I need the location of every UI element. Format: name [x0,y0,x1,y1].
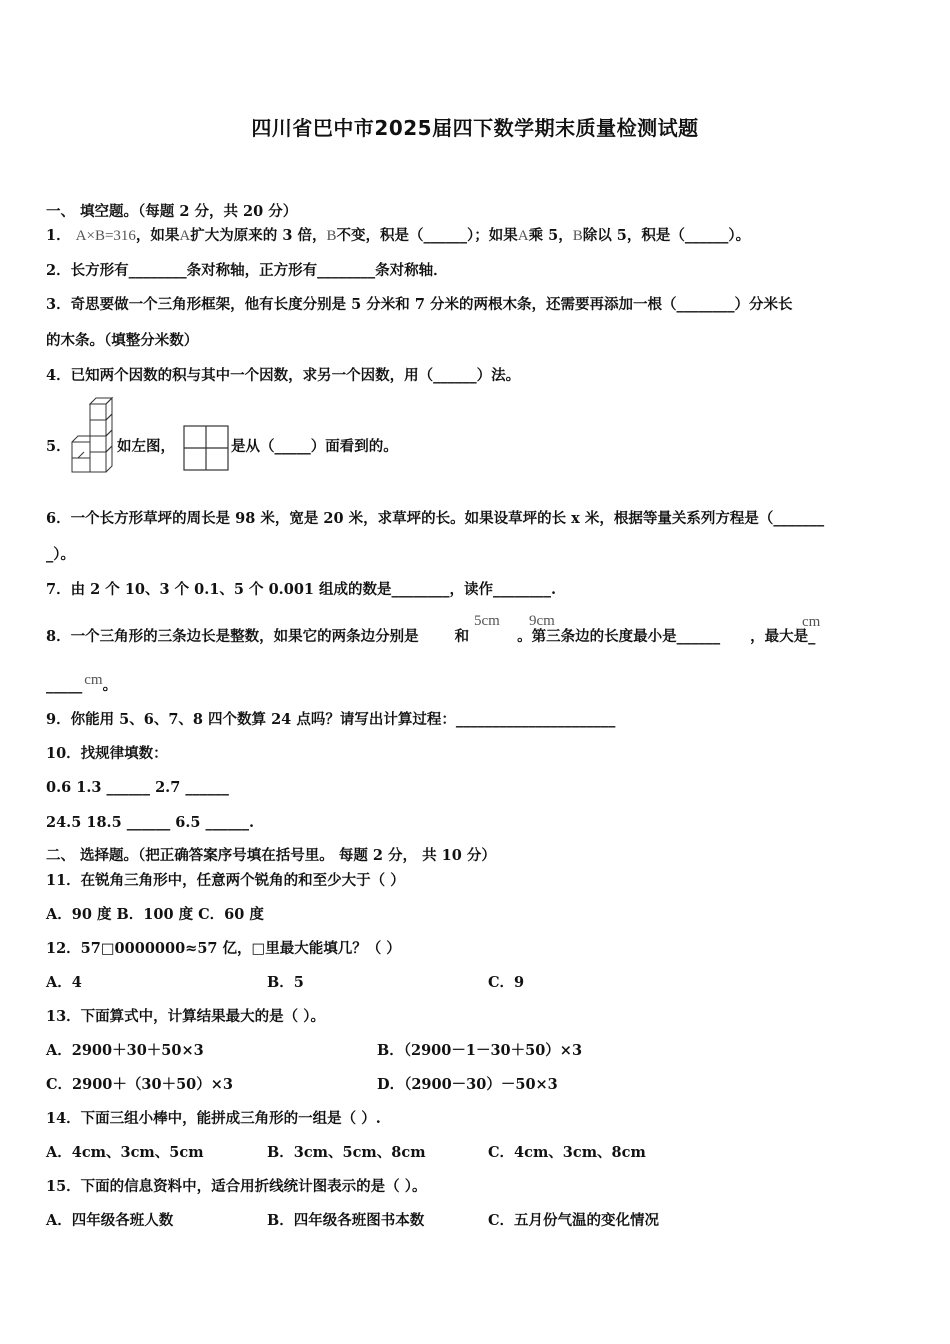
question-2: 2．长方形有________条对称轴，正方形有________条对称轴． [46,262,448,279]
q8-blank: _____ [46,677,83,694]
question-6-line-1: 6．一个长方形草坪的周长是 98 米，宽是 20 米，求草坪的长。如果设草坪的长 x 米，根据等量关系列方程是（_______ [46,510,825,527]
q8-text: 8．一个三角形的三条边长是整数，如果它的两条边分别是 [46,628,419,645]
question-15: 15．下面的信息资料中，适合用折线统计图表示的是（ ）。 [46,1178,427,1195]
question-11-options: A．90 度 B．100 度 C．60 度 [46,906,264,923]
q1-text: ，如果 [135,227,180,244]
question-10-sequence-2: 24.5 18.5 ______ 6.5 ______. [46,814,255,831]
question-7: 7．由 2 个 10、3 个 0.1、5 个 0.001 组成的数是________，读作________. [46,581,557,598]
q15-option-a: A．四年级各班人数 [46,1212,174,1229]
q1-text: 除以 5，积是（______）。 [582,227,751,244]
question-3-line-1: 3．奇思要做一个三角形框架，他有长度分别是 5 分米和 7 分米的两根木条，还需要再添加一根（________）分米长 [46,296,793,313]
q15-option-b: B．四年级各班图书本数 [267,1212,425,1229]
q15-option-c: C．五月份气温的变化情况 [488,1212,660,1229]
q5-number: 5． [46,438,71,455]
stacked-cubes-figure [68,396,116,474]
q1-text: 乘 5， [528,227,573,244]
q1-number: 1． [46,227,71,244]
front-view-grid-figure [183,425,229,471]
q14-option-a: A．4cm、3cm、5cm [46,1144,204,1161]
q8-unit-5cm: 5cm [474,613,500,629]
q8-text: 。第三条边的长度最小是______ [517,628,721,645]
question-14: 14．下面三组小棒中，能拼成三角形的一组是（ ）. [46,1110,381,1127]
q12-option-a: A．4 [46,974,82,991]
question-3-line-2: 的木条。（填整分米数） [46,332,199,349]
q13-option-d: D．（2900－30）－50×3 [377,1076,558,1093]
q8-text: ，最大是_ [750,628,816,645]
q8-unit-9cm: 9cm [529,613,555,629]
question-4: 4．已知两个因数的积与其中一个因数，求另一个因数，用（______）法。 [46,367,521,384]
question-10: 10．找规律填数： [46,745,168,762]
q14-option-b: B．3cm、5cm、8cm [267,1144,426,1161]
question-1 [46,226,910,246]
page-title: 四川省巴中市2025届四下数学期末质量检测试题 [251,116,699,140]
q1-var-a: A [517,228,529,244]
q12-option-c: C．9 [488,974,525,991]
q1-text: 不变，积是（______）；如果 [336,227,518,244]
question-12: 12．57□0000000≈57 亿，□里最大能填几？（ ） [46,940,401,957]
q13-option-c: C．2900＋（30＋50）×3 [46,1076,233,1093]
q1-var-b: B [326,228,337,244]
question-5-text-2: 是从（_____）面看到的。 [231,438,398,455]
q1-text: 扩大为原来的 3 倍， [190,227,327,244]
question-6-line-2: _）。 [46,546,75,563]
question-11: 11．在锐角三角形中，任意两个锐角的和至少大于（ ） [46,872,405,889]
question-10-sequence-1: 0.6 1.3 ______ 2.7 ______ [46,779,229,796]
q8-text: 和 [454,628,470,645]
q14-option-c: C．4cm、3cm、8cm [488,1144,646,1161]
question-8 [46,627,910,647]
section-heading-choice: 二、 选择题。（把正确答案序号填在括号里。 每题 2 分， 共 10 分） [46,847,496,864]
q1-var-b: B [572,228,583,244]
section-heading-fill-in: 一、 填空题。（每题 2 分，共 20 分） [46,203,298,220]
q1-var-a: A [179,228,191,244]
q8-text: 。 [102,677,118,694]
q13-option-b: B．（2900－1－30＋50）×3 [377,1042,583,1059]
question-13: 13．下面算式中，计算结果最大的是（ ）。 [46,1008,325,1025]
q8-unit-cm: cm [84,672,103,688]
q8-unit-cm: cm [802,614,821,630]
question-8-line-2 [46,672,910,696]
question-9: 9．你能用 5、6、7、8 四个数算 24 点吗？请写出计算过程：______________________ [46,711,616,728]
question-5-text-1: 如左图， [117,438,175,455]
q12-option-b: B．5 [267,974,304,991]
q1-expression: A×B=316 [75,228,136,244]
q13-option-a: A．2900＋30＋50×3 [46,1042,204,1059]
